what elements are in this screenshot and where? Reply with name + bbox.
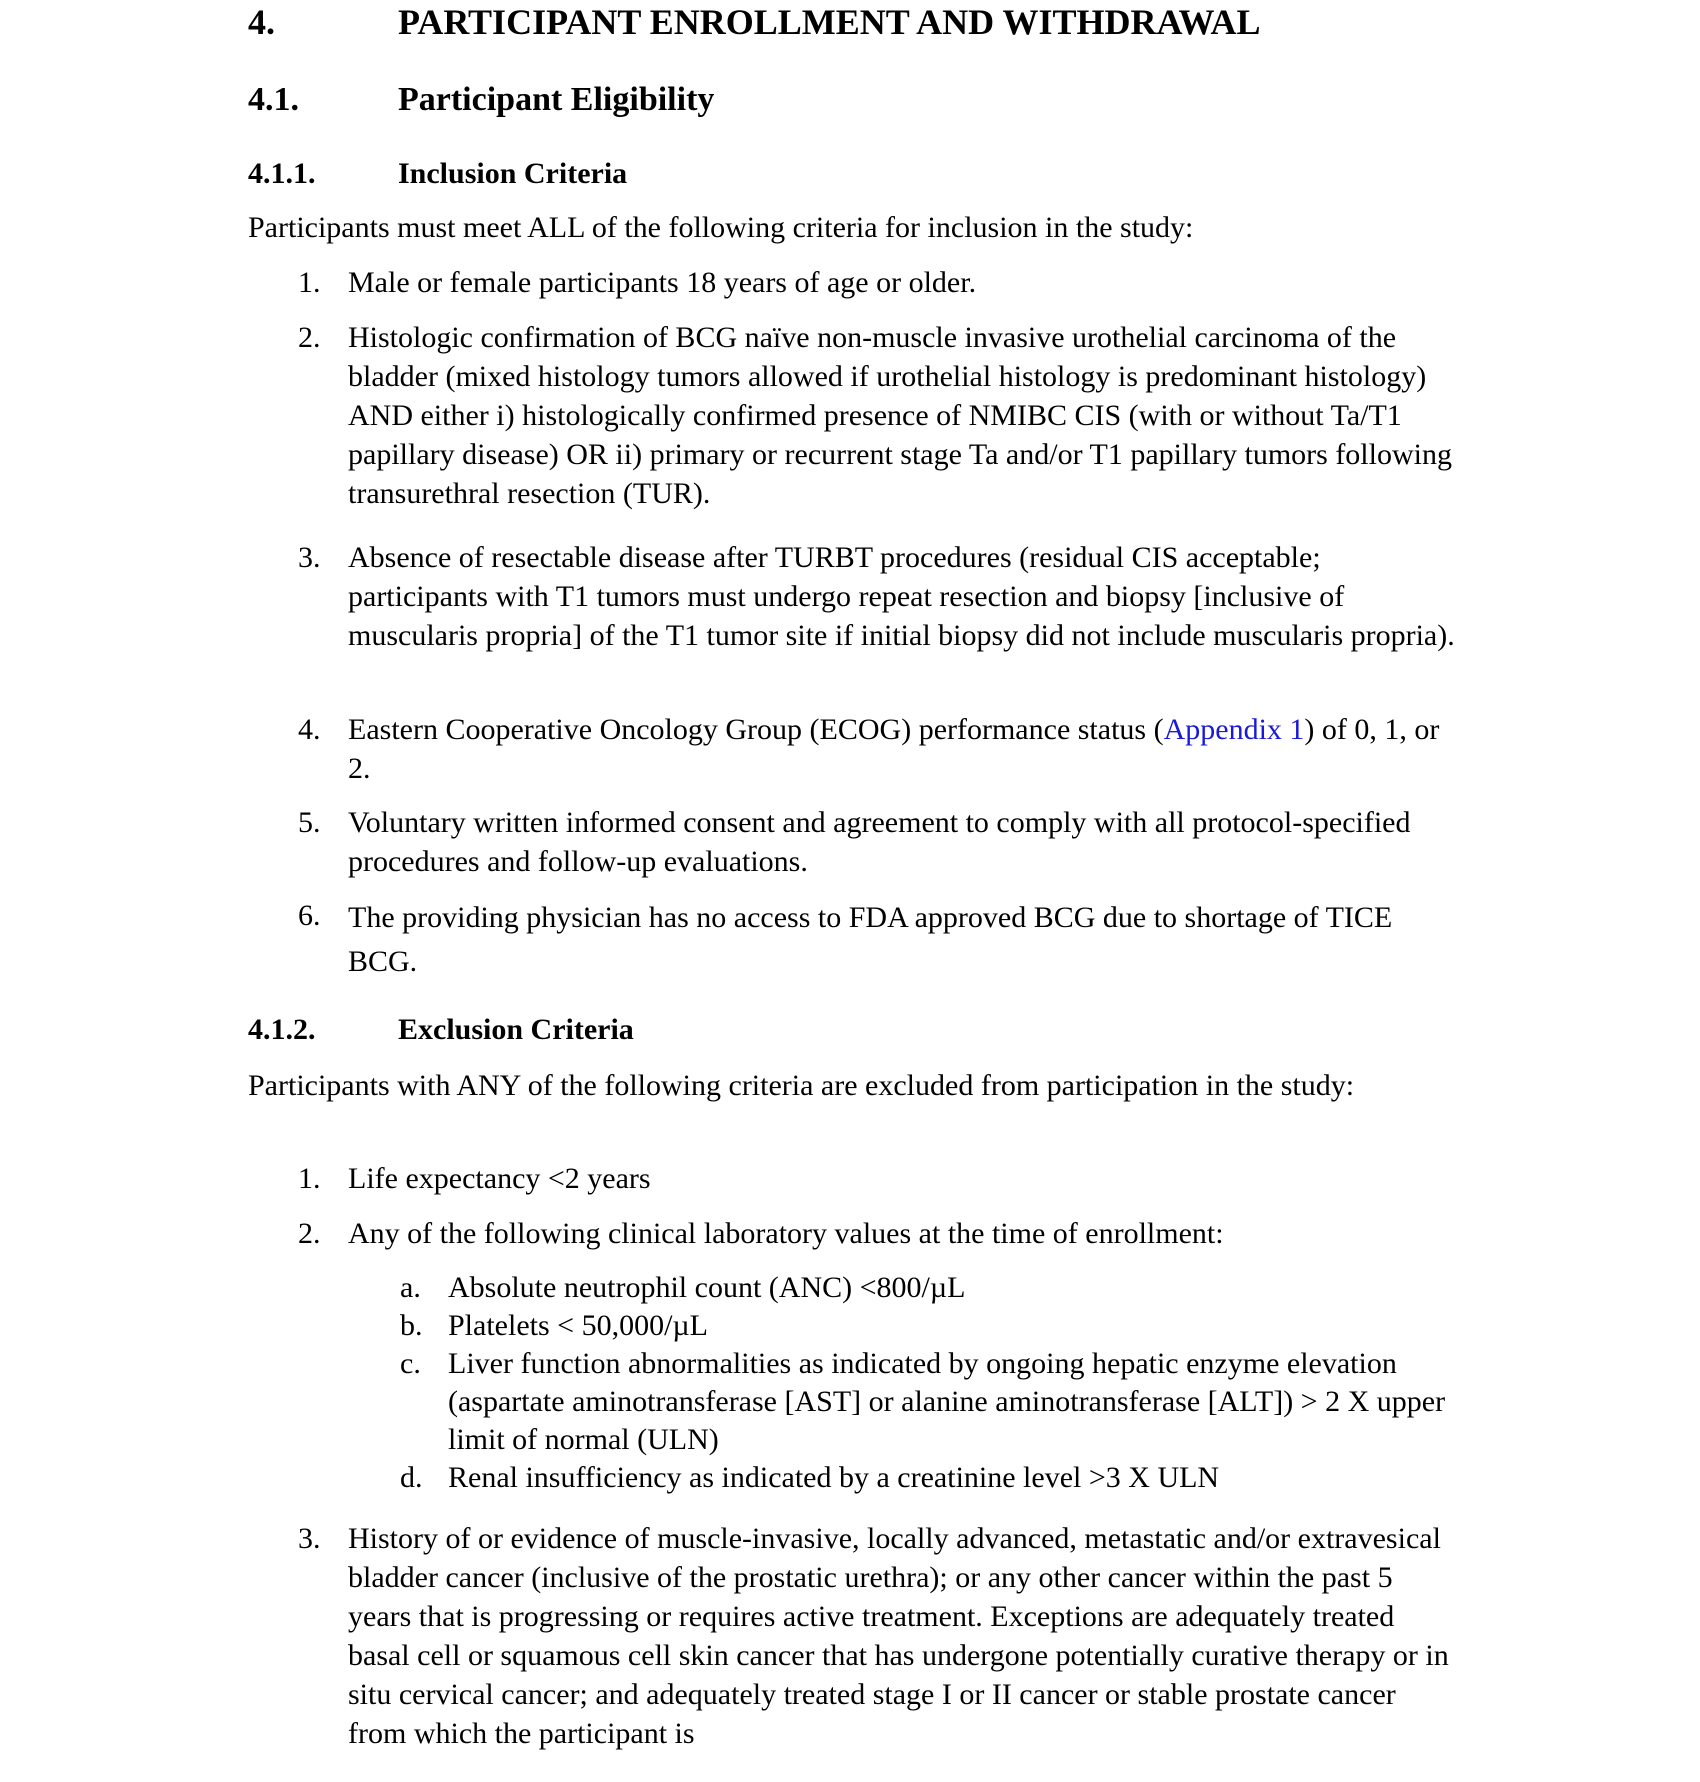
inclusion-title: Inclusion Criteria: [398, 157, 628, 190]
inclusion-intro: Participants must meet ALL of the following criteria for inclusion in the study:: [248, 211, 1194, 244]
section-number: 4.: [248, 2, 275, 42]
subsection-number: 4.1.: [248, 81, 299, 118]
subsection-title: Participant Eligibility: [398, 81, 715, 118]
exclusion-intro: Participants with ANY of the following criteria are excluded from participation in the study:: [248, 1069, 1355, 1102]
appendix-1-link[interactable]: Appendix 1: [1163, 713, 1305, 746]
document-page: 4. PARTICIPANT ENROLLMENT AND WITHDRAWAL 4.1. Participant Eligibility 4.1.1. Inclusion Criteria Participants must meet ALL of the following criteria for inclusion in the study: 1. Male or female participants 18 years of age or older. 2. Histologic confirmation of BCG naïve non-muscle invasive urothelial carcinoma of the bladder (mixed histology tumors allowed if urothelial histology is predominant histology) AND either i) histologically confirmed presence of NMIBC CIS (with or without Ta/T1 papillary disease) OR ii) primary or recurrent stage Ta and/or T1 papillary tumors following transurethral resection (TUR). 3. Absence of resectable disease after TURBT procedures (residual CIS acceptable; participants with T1 tumors must undergo repeat resection and biopsy [inclusive of muscularis propria] of the T1 tumor site if initial biopsy did not include muscularis propria). 4. Eastern Cooperative Oncology Group (ECOG) performance status (Appendix 1) of 0, 1, or 2. 5. Voluntary written informed consent and agreement to comply with all protocol-specified procedures and follow-up evaluations. 6. The providing physician has no access to FDA approved BCG due to shortage of TICE BCG. 4.1.2. Exclusion Criteria Participants with ANY of the following criteria are excluded from participation in the study: 1. Life expectancy <2 years 2. Any of the following clinical laboratory values at the time of enrollment: a. Absolute neutrophil count (ANC) <800/µL b. Platelets < 50,000/µL c. Liver function abnormalities as indicated by ongoing hepatic enzyme elevation (aspartate aminotransferase [AST] or alanine aminotransferase [ALT]) > 2 X upper limit of normal (ULN) d. Renal insufficiency as indicated by a creatinine level >3 X ULN 3. History of or evidence of muscle-invasive, locally advanced, metastatic and/or extravesical bladder cancer (inclusive of the prostatic urethra); or any other cancer within the past 5 years that is progressing or requires active treatment. Exceptions are adequately treated basal cell or squamous cell skin cancer that has undergone potentially curative therapy or in situ cervical cancer; and adequately treated stage I or II cancer or stable prostate cancer from which the participant is: [0, 0, 1700, 1782]
exclusion-number: 4.1.2.: [248, 1013, 316, 1046]
exclusion-title: Exclusion Criteria: [398, 1013, 634, 1046]
section-title: PARTICIPANT ENROLLMENT AND WITHDRAWAL: [398, 2, 1261, 42]
inclusion-number: 4.1.1.: [248, 157, 316, 190]
